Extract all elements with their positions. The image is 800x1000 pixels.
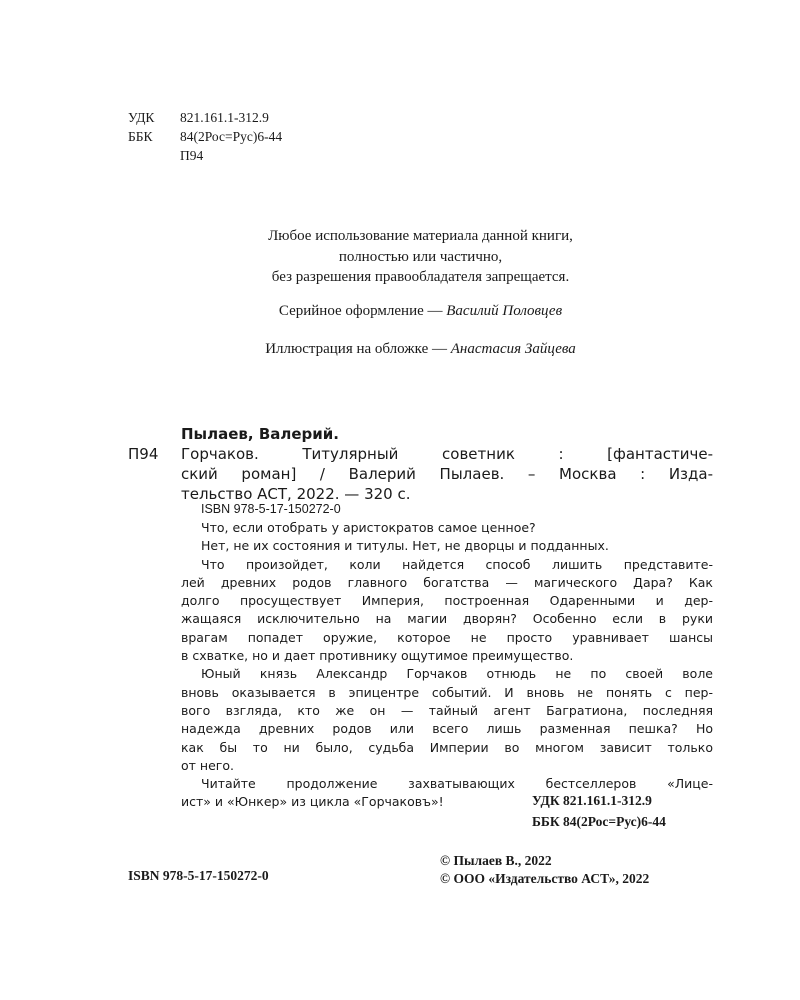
annotation-line: долго просуществует Империя, построенная Одаренными и дер- (181, 593, 713, 609)
bbk-label: ББК (128, 129, 153, 144)
entry-title (181, 444, 713, 504)
cover-illustration-label: Иллюстрация на обложке — (265, 341, 451, 357)
annotation-line: врагам попадет оружие, которое не просто уравнивает шансы (181, 629, 713, 645)
annotation-line: ист» и «Юнкер» из цикла «Горчаковъ»! (181, 794, 444, 810)
copyright-publisher: © ООО «Издательство АСТ», 2022 (440, 871, 650, 886)
annotation-line: в схватке, но и дает противнику ощутимое преимущество. (181, 648, 574, 664)
cover-illustration-credit (128, 339, 713, 359)
annotation-line: Нет, не их состояния и титулы. Нет, не дворцы и подданных. (201, 538, 609, 554)
entry-title-line: ский роман] / Валерий Пылаев. – Москва : Изда- (181, 465, 713, 483)
series-design-credit (128, 301, 713, 321)
entry-author-code: П94 (128, 445, 159, 463)
annotation-line: жащаяся исключительно на магии дворян? Особенно если в руки (181, 611, 713, 627)
annotation-line: как бы то ни было, судьба Империи во многом зависит только (181, 739, 713, 755)
annotation-line: Что произойдет, коли найдется способ лишить представите- (201, 556, 713, 572)
copyright-warning (128, 226, 713, 288)
series-designer-name: Василий Половцев (446, 303, 563, 319)
illustrator-name: Анастасия Зайцева (450, 341, 576, 357)
annotation-line: вого взгляда, кто же он — тайный агент Багратиона, последняя (181, 702, 713, 718)
warning-line: полностью или частично, (338, 248, 503, 265)
bbk-value: 84(2Рос=Рус)6-44 (180, 129, 283, 144)
annotation-line: надежда древних родов или всего лишь разменная пешка? Но (181, 721, 713, 737)
warning-line: Любое использование материала данной книги, (268, 228, 573, 244)
footer-isbn: ISBN 978-5-17-150272-0 (128, 868, 269, 883)
udk-label: УДК (128, 110, 155, 125)
udk-value: 821.161.1-312.9 (180, 110, 269, 125)
entry-isbn: ISBN 978-5-17-150272-0 (201, 502, 341, 516)
entry-title-line: Горчаков. Титулярный советник : [фантастиче- (181, 445, 713, 463)
classification-block (128, 108, 282, 165)
annotation-line: Читайте продолжение захватывающих бестселлеров «Лице- (201, 776, 713, 792)
author-code-row (128, 146, 282, 165)
entry-author: Пылаев, Валерий. (181, 425, 339, 443)
author-code: П94 (180, 148, 204, 163)
annotation-line: Что, если отобрать у аристократов самое ценное? (201, 520, 536, 535)
annotation-line: лей древних родов главного богатства — магического Дара? Как (181, 574, 713, 590)
series-design-label: Серийное оформление — (278, 303, 447, 319)
annotation (181, 519, 713, 812)
udk-row (128, 108, 282, 127)
annotation-line: Юный князь Александр Горчаков отнюдь не по своей воле (201, 666, 713, 682)
bbk-row (128, 127, 282, 146)
copyright-block (440, 852, 649, 888)
entry-title-line: тельство АСТ, 2022. — 320 с. (181, 485, 411, 503)
warning-line: без разрешения правообладателя запрещается. (271, 269, 570, 285)
annotation-line: вновь оказывается в эпицентре событий. И вновь не понять с пер- (181, 684, 713, 700)
copyright-author: © Пылаев В., 2022 (440, 853, 552, 868)
udk-code-bottom: УДК 821.161.1-312.9 (532, 793, 652, 808)
classification-codes-bottom (532, 790, 666, 832)
annotation-line: от него. (181, 757, 234, 773)
bbk-code-bottom: ББК 84(2Рос=Рус)6-44 (532, 814, 666, 829)
